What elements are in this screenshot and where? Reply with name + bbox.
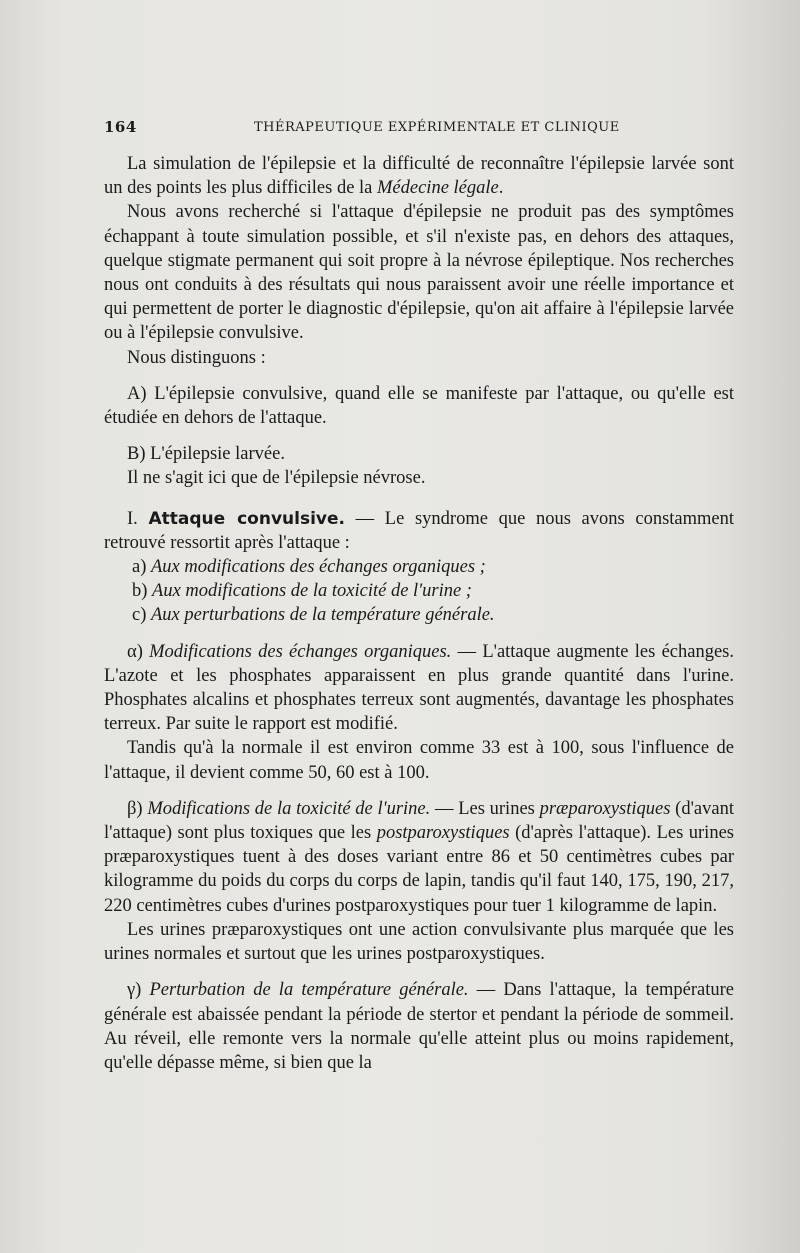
section-attaque-convulsive xyxy=(104,507,734,555)
subsection-label: β) xyxy=(127,798,148,819)
paragraph-beta-convulsive: Les urines præparoxystiques ont une action convulsivante plus marquée que les urines normales et surtout que les urines postparoxystiques. xyxy=(104,919,734,965)
running-title: THÉRAPEUTIQUE EXPÉRIMENTALE ET CLINIQUE xyxy=(254,120,620,135)
paragraph-a-convulsive: A) L'épilepsie convulsive, quand elle se manifeste par l'attaque, ou qu'elle est étudiée en dehors de l'attaque. xyxy=(104,383,734,429)
list-text: Aux perturbations de la température générale. xyxy=(151,605,495,626)
subsection-label: α) xyxy=(127,641,150,662)
list-item xyxy=(109,579,734,603)
section-number: I. xyxy=(127,508,149,529)
list-label: b) xyxy=(132,581,153,602)
paragraph-nevrose: Il ne s'agit ici que de l'épilepsie névrose. xyxy=(127,468,426,489)
subsection-title: Modifications des échanges organiques. xyxy=(149,641,452,662)
text-span: La simulation de l'épilepsie et la difficulté de reconnaître l'épilepsie larvée sont un des points les plus difficiles de la xyxy=(104,154,734,199)
text-span: — L'attaque augmente les échanges. L'azote et les phosphates apparaissent en plus grande quantité dans l'urine. Phosphates alcalins et phosphates terreux sont augmentés, davantage les phosphates terreux. Par suite le rapport est modifié. xyxy=(104,641,734,735)
list-label: c) xyxy=(132,605,151,626)
text-italic: postparoxystiques xyxy=(376,823,510,844)
paragraph-beta xyxy=(104,797,734,918)
list-text: Aux modifications des échanges organiques ; xyxy=(151,557,486,578)
text-span: (d'après l'attaque). Les urines præparoxystiques tuent à des doses variant entre 86 et 50 centimètres cubes par kilogramme du poids du corps du corps de lapin, tandis qu'il faut 140, 175, 190, 217, 220 centimètres cubes d'urines postparoxystiques pour tuer 1 kilogramme de lapin. xyxy=(104,823,734,916)
paragraph-alpha xyxy=(104,640,734,737)
section-title: Attaque convulsive. xyxy=(148,508,345,529)
list-item xyxy=(109,555,734,579)
list-item xyxy=(109,603,734,627)
page-header xyxy=(104,118,734,138)
list-label: a) xyxy=(132,557,151,578)
text-span: — Le syndrome que nous avons constamment retrouvé ressortit après l'attaque : xyxy=(104,508,735,553)
paragraph-gamma xyxy=(104,978,734,1075)
text-italic: Médecine légale xyxy=(377,178,499,199)
paragraph-b-larvee: B) L'épilepsie larvée. xyxy=(127,444,285,465)
text-italic: præparoxystiques xyxy=(539,798,671,819)
subsection-title: Perturbation de la température générale. xyxy=(149,980,469,1001)
subsection-label: γ) xyxy=(127,980,150,1001)
paragraph-alpha-ratio: Tandis qu'à la normale il est environ comme 33 est à 100, sous l'influence de l'attaque, il devient comme 50, 60 est à 100. xyxy=(104,738,734,783)
text-span: — Les urines xyxy=(430,798,540,819)
text-span: . xyxy=(498,178,504,199)
paragraph-distinguish: Nous distinguons : xyxy=(127,347,266,368)
page-body xyxy=(104,152,734,1075)
paragraph-research: Nous avons recherché si l'attaque d'épilepsie ne produit pas des symptômes échappant à toute simulation possible, et s'il n'existe pas, en dehors des attaques, quelque stigmate permanent qui soit propre à la névrose épileptique. Nos recherches nous ont conduits à des résultats qui nous paraissent avoir une réelle importance et qui permettent de porter le diagnostic d'épilepsie, qu'on ait affaire à l'épilepsie larvée ou à l'épilepsie convulsive. xyxy=(104,202,734,344)
text-span: (d'avant l'attaque) sont plus toxiques que les xyxy=(104,798,734,844)
subsection-title: Modifications de la toxicité de l'urine. xyxy=(147,798,431,819)
text-span: — Dans l'attaque, la température générale est abaissée pendant la période de stertor et pendant la période de sommeil. Au réveil, elle remonte vers la normale qu'elle atteint plus ou moins rapidement, qu'elle dépasse même, si bien que la xyxy=(104,980,734,1073)
page-number: 164 xyxy=(104,118,137,136)
paragraph-simulation xyxy=(104,152,734,200)
syndrome-list xyxy=(104,555,734,628)
list-text: Aux modifications de la toxicité de l'urine ; xyxy=(152,581,472,602)
